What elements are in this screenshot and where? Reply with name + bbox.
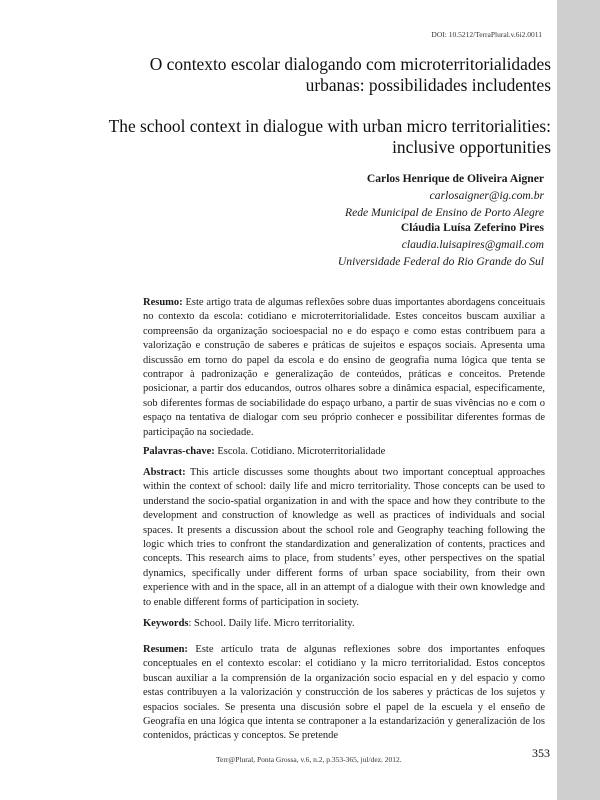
palavras-chave-paragraph — [143, 445, 545, 459]
resumo-text: Este artigo trata de algumas reflexões sobre duas importantes abordagens conceituais no contexto da escola: cotidiano e microterritorialidade. Estes conceitos buscam auxiliar a compreensão da organização socioespacial no e do espaço e como estas contribuem para a valorização e construção de saberes e práticas de sujeitos e espaços sociais. Apresenta uma discussão em torno do papel da escola e do ensino de geografia numa lógica que tenta se contrapor à padronização e generalização de conteúdos, práticas e conceitos. Pretende posicionar, a partir dos educandos, outros olhares sobre a dinâmica espacial, especificamente, sob diferentes formas de sociabilidade do espaço urbano, a partir de suas vivências no e com o espaço na tentativa de dialogar com seu próprio conhecer e possibilitar diferentes formas de participação na sociedade. — [143, 297, 545, 438]
abstract-text: This article discusses some thoughts about two important conceptual approaches within the context of school: daily life and micro territoriality. Those concepts can be used to understand the socio-spatial organization in and with the space and how they contribute to the development and construction of knowledge as well as practices of individuals and social spaces. It presents a discussion about the school role and Geography teaching following the logic which tries to confront the standardization and generalization of contents, practices and concepts. This research aims to place, from students’ eyes, other perspectives on the spatial dynamics, specifically under different forms of urban space sociability, from their own experience with and in the space, all in an attempt of a dialogue with their own knowledge and to enable different forms of participation in society. — [143, 467, 545, 608]
abstract-label: Abstract: — [143, 467, 186, 478]
footer-citation: Terr@Plural, Ponta Grossa, v.6, n.2, p.353-365, jul/dez. 2012. — [216, 755, 402, 764]
author-email[interactable]: carlosaigner@ig.com.br — [429, 189, 544, 202]
resumo-paragraph — [143, 296, 545, 440]
page-side-bar — [557, 0, 600, 800]
author-block-2 — [244, 219, 544, 270]
author-name: Carlos Henrique de Oliveira Aigner — [366, 172, 544, 185]
abstract-paragraph — [143, 466, 545, 610]
resumo-label: Resumo: — [143, 297, 183, 308]
author-institution: Rede Municipal de Ensino de Porto Alegre — [345, 206, 544, 219]
author-institution: Universidade Federal do Rio Grande do Sul — [337, 255, 544, 268]
palavras-chave-label: Palavras-chave: — [143, 446, 215, 457]
page-number: 353 — [532, 746, 550, 760]
title-portuguese: O contexto escolar dialogando com microterritorialidades urbanas: possibilidades includentes — [149, 54, 551, 95]
author-name: Cláudia Luísa Zeferino Pires — [400, 221, 544, 234]
keywords-text: : School. Daily life. Micro territoriality. — [188, 618, 355, 629]
author-block-1 — [244, 170, 544, 221]
doi-header: DOI: 10.5212/TerraPlural.v.6i2.0011 — [431, 30, 542, 39]
resumen-label: Resumen: — [143, 644, 188, 655]
resumen-paragraph — [143, 643, 545, 744]
keywords-paragraph — [143, 617, 545, 631]
author-email[interactable]: claudia.luisapires@gmail.com — [401, 238, 544, 251]
keywords-label: Keywords — [143, 618, 189, 629]
resumen-text: Este artículo trata de algunas reflexiones sobre dos importantes enfoques conceptuales en el contexto escolar: el cotidiano y la micro territorialidad. Estos conceptos buscan auxiliar a la comprensión de la organización socio espacial en y del espacio y como estas contribuyen a la valorización y construcción de los saberes y prácticas de los sujetos y espacios sociales. Se presenta una discusión sobre el papel de la escuela y el enseño de Geografía en una lógica que intenta se contraponer a la estandarización y generalización de los contenidos, prácticas y conceptos. Se pretende — [143, 644, 545, 742]
palavras-chave-text: Escola. Cotidiano. Microterritorialidade — [217, 446, 386, 457]
title-english: The school context in dialogue with urban micro territorialities: inclusive opportunities — [108, 116, 551, 157]
